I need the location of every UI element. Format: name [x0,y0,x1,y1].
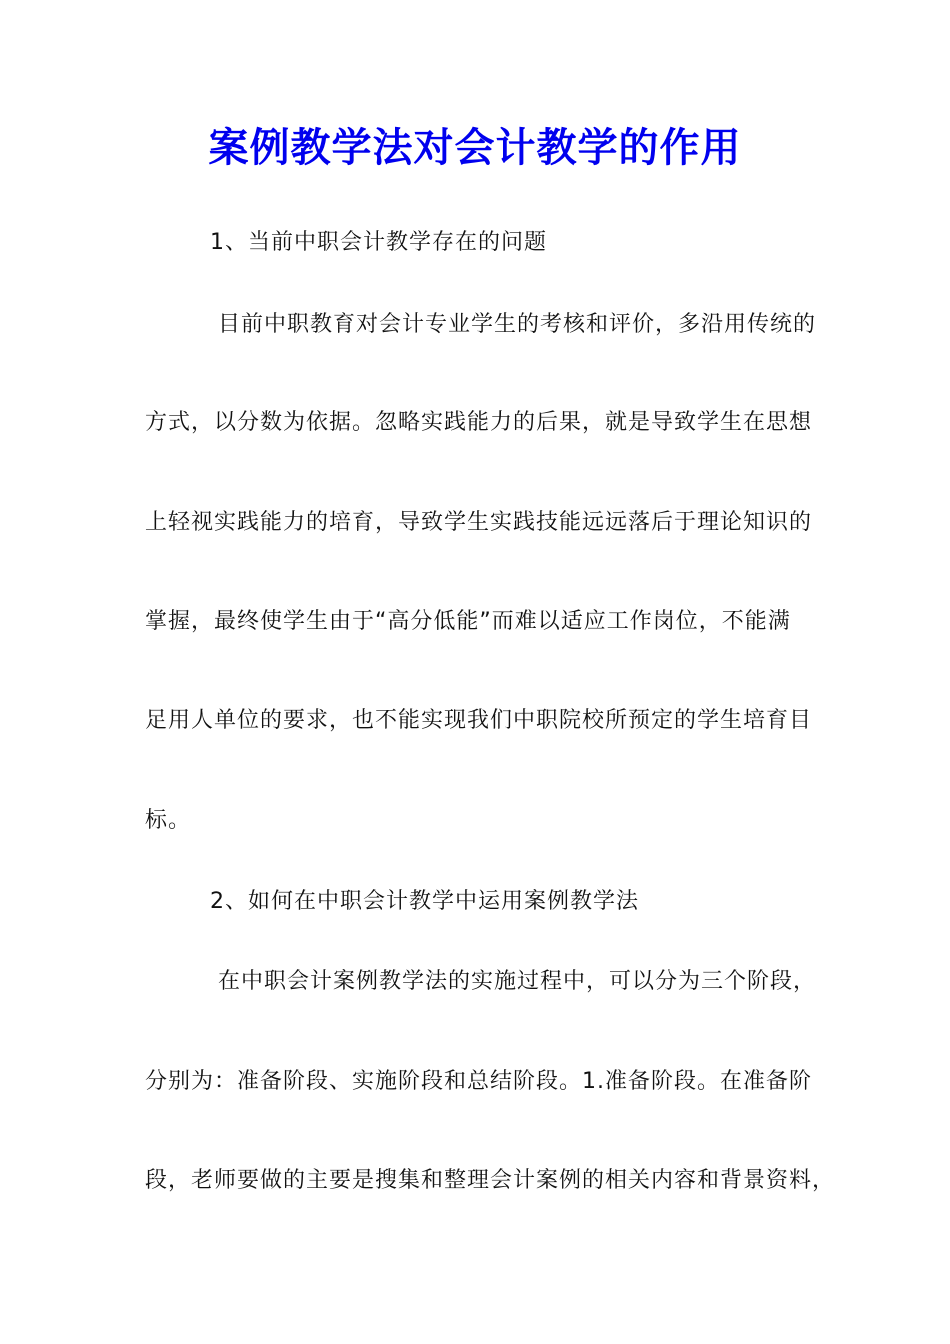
paragraph-line: 标。 [145,808,192,833]
paragraph-line: 在中职会计案例教学法的实施过程中，可以分为三个阶段， [218,969,817,994]
paragraph-line: 分别为：准备阶段、实施阶段和总结阶段。1.准备阶段。在准备阶 [145,1069,812,1094]
paragraph-line: 目前中职教育对会计专业学生的考核和评价，多沿用传统的 [218,312,817,337]
paragraph-line: 掌握，最终使学生由于“高分低能”而难以适应工作岗位，不能满 [145,609,791,634]
paragraph-line: 段，老师要做的主要是搜集和整理会计案例的相关内容和背景资料， [145,1168,836,1193]
section-1-heading: 1、当前中职会计教学存在的问题 [210,230,547,255]
section-2-heading: 2、如何在中职会计教学中运用案例教学法 [210,889,639,914]
paragraph-line: 上轻视实践能力的培育，导致学生实践技能远远落后于理论知识的 [145,510,813,535]
document-title: 案例教学法对会计教学的作用 [208,124,742,171]
paragraph-line: 足用人单位的要求，也不能实现我们中职院校所预定的学生培育目 [145,708,813,733]
paragraph-line: 方式，以分数为依据。忽略实践能力的后果，就是导致学生在思想 [145,410,813,435]
